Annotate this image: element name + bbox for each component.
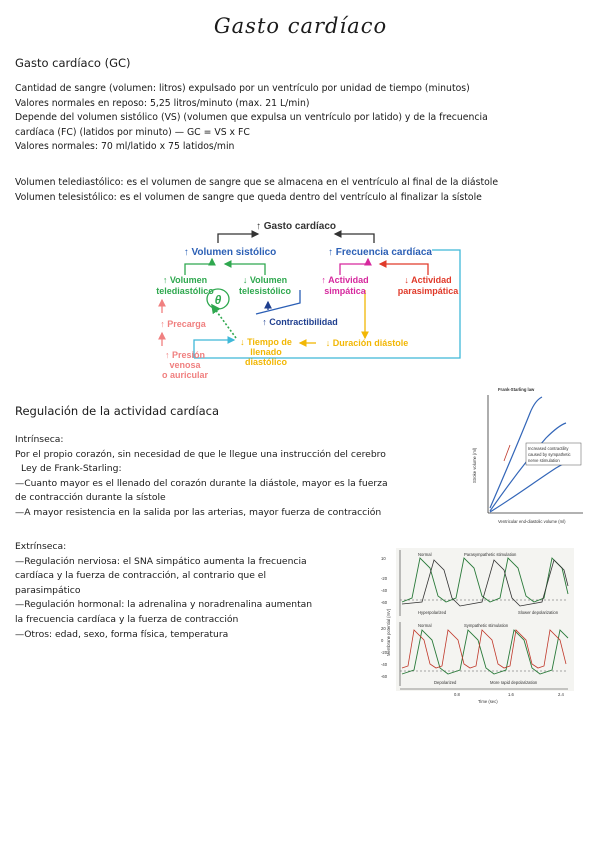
arrow-fc-to-gc [335,234,374,243]
node-tiempo-line1: ↓ Tiempo de [240,337,292,347]
arrow-vtd-to-vs [185,259,212,275]
node-as-line2: simpática [324,286,366,296]
fig1-ylabel: Stroke volume (ml) [472,447,477,483]
node-as-line1: ↑ Actividad [321,275,369,285]
fig1-box-line1: Increased contractility [528,446,569,451]
node-tiempo-line2: llenado [250,347,282,357]
fig2-xtick: 1.6 [508,692,514,697]
fig2-bottom-tick: 20 [381,626,386,631]
fig2-bottom-tick: -20 [381,650,388,655]
text-line: Valores normales en reposo: 5,25 litros/minuto (max. 21 L/min) [15,97,310,109]
fig2-bottom-tick: 0 [381,638,384,643]
text-line: cardíaca (FC) (latidos por minuto) — GC = VS x FC [15,126,250,138]
arrow-tiempo-to-vtd [212,305,236,338]
fig2-bottom-bottomlabel2: More rapid depolarization [490,680,538,685]
node-presion-line3: o auricular [161,370,209,380]
section-heading-gasto: Gasto cardíaco (GC) [15,56,131,70]
fig2-bottom-tick: -40 [381,662,388,667]
fig2-bottom-bottomlabel1: Depolarized [434,680,457,685]
node-ap-line1: ↓ Actividad [404,275,452,285]
node-contractibilidad: ↑ Contractibilidad [262,317,338,327]
text-line: la frecuencia cardíaca y la fuerza de contracción [15,613,239,625]
fig2-background [396,548,574,691]
frank-starling-figure [468,383,588,533]
action-potential-figure [378,546,578,706]
node-presion-line2: venosa [169,360,201,370]
text-line: Volumen telesistólico: es el volumen de sangre que queda dentro del ventrículo al finalizar la sístole [15,191,482,203]
fig2-top-label1: Normal [418,552,432,557]
fig2-bottom-tick: -60 [381,674,388,679]
node-vtd-line2: telediastólico [156,286,214,296]
text-line: Depende del volumen sistólico (VS) (volumen que expulsa un ventrículo por latido) y de la frecuencia [15,112,488,124]
fig2-xtick: 0.8 [454,692,460,697]
fig2-top-tick: -40 [381,588,388,593]
fig1-xlabel: Ventricular end-diastolic volume (ml) [498,519,566,524]
node-vts-line2: telesistólico [238,286,292,296]
node-vts-line1: ↓ Volumen [242,275,288,285]
fig1-box-line2: caused by sympathetic [528,452,571,457]
fig1-box-line3: nerve stimulation [528,458,560,463]
text-line: —Cuanto mayor es el llenado del corazón durante la diástole, mayor es la fuerza [15,477,388,489]
text-line: de contracción durante la sístole [15,492,166,504]
fig2-bottom-label1: Normal [418,623,432,628]
extrinseca-label: Extrínseca: [15,541,67,552]
text-line: Por el propio corazón, sin necesidad de que le llegue una instrucción del cerebro [15,448,386,460]
text-line: —Regulación nerviosa: el SNA simpático aumenta la frecuencia [15,555,307,567]
fig2-top-bottomlabel1: Hyperpolarized [418,610,447,615]
text-line: cardíaca y la fuerza de contracción, al contrario que el [15,570,266,582]
fig2-top-tick: 10 [381,556,386,561]
fig2-bottom-label2: Sympathetic stimulation [464,623,509,628]
node-gasto: ↑ Gasto cardíaco [255,221,337,232]
fig2-xtick: 2.4 [558,692,564,697]
node-vtd-line1: ↑ Volumen [162,275,208,285]
fig1-red-arrow [504,445,510,461]
text-line: parasimpático [15,584,81,596]
arrow-vts-to-vs [225,264,265,275]
arrow-ap-to-fc [380,264,428,275]
text-line: Ley de Frank-Starling: [21,463,122,475]
node-frecuencia-cardiaca: ↑ Frecuencia cardíaca [328,247,432,258]
theta-symbol: θ [214,293,222,307]
fig1-title: Frank-Starling law [498,387,535,392]
node-presion-line1: ↑ Presión [164,350,206,360]
section-heading-regulacion: Regulación de la actividad cardíaca [15,404,219,418]
fig2-top-label2: Parasympathetic stimulation [464,552,517,557]
node-tiempo-line3: diastólico [244,357,288,367]
fig2-xlabel: Time (sec) [478,699,498,704]
extrinseca-block [15,540,312,642]
text-line: Valores normales: 70 ml/latido x 75 latidos/min [15,141,235,153]
fig1-curve-low [490,458,578,512]
node-precarga: ↑ Precarga [160,319,206,329]
text-line: —A mayor resistencia en la salida por las arterias, mayor fuerza de contracción [15,506,382,518]
fig2-top-bottomlabel2: Slower depolarization [518,610,559,615]
node-volumen-sistolico: ↑ Volumen sistólico [183,247,277,258]
page-title: Gasto cardíaco [213,14,388,38]
node-ap-line2: parasimpática [397,286,459,296]
arrow-as-to-fc [340,259,368,275]
text-line: —Otros: edad, sexo, forma física, temperatura [15,628,229,640]
intrinseca-label: Intrínseca: [15,434,64,445]
text-line: —Regulación hormonal: la adrenalina y noradrenalina aumentan [15,599,313,611]
fig1-curve-mid [490,423,566,511]
fig2-ylabel: Membrane potential (mV) [386,608,391,656]
text-line: Volumen telediastólico: es el volumen de sangre que se almacena en el ventrículo al final de la diástole [15,177,499,188]
node-duracion-diastole: ↓ Duración diástole [325,338,409,348]
text-line: Cantidad de sangre (volumen: litros) expulsado por un ventrículo por unidad de tiempo (minutos) [15,83,470,94]
arrow-vs-to-gc [218,234,258,243]
intrinseca-block [15,433,388,521]
fig2-top-tick: -20 [381,576,388,581]
fig2-top-tick: -60 [381,600,388,605]
